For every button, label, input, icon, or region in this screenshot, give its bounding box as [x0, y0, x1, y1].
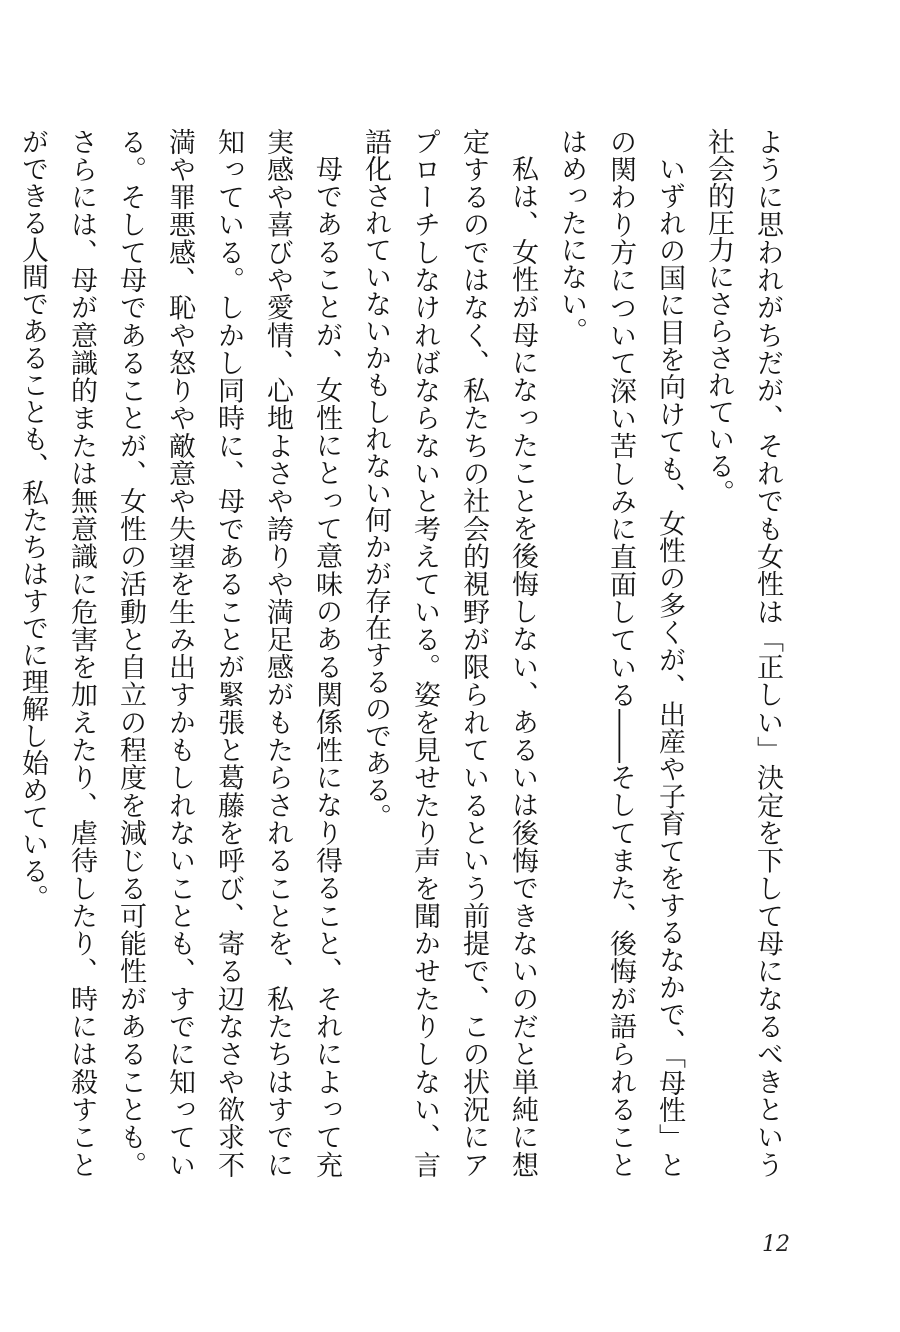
paragraph-2: いずれの国に目を向けても、女性の多くが、出産や子育てをするなかで、「母性」との関わり方について深い苦しみに直面している――そしてまた、後悔が語られることはめったにない。 — [556, 128, 685, 1178]
page-number: 12 — [762, 1232, 790, 1257]
paragraph-3: 私は、女性が母になったことを後悔しない、あるいは後悔できないのだと単純に想定するのではなく、私たちの社会的視野が限られているという前提で、この状況にアプローチしなければならないと考えている。姿を見せたり声を聞かせたりしない、言語化されていないかもしれない何かが存在するのである。 — [360, 128, 538, 1178]
body-text — [17, 128, 792, 1179]
paragraph-5 — [0, 128, 8, 1178]
paragraph-4: 母であることが、女性にとって意味のある関係性になり得ること、それによって充実感や喜びや愛情、心地よさや誇りや満足感がもたらされることを、私たちはすでに知っている。しかし同時に、母であることが緊張と葛藤を呼び、寄る辺なさや欲求不満や罪悪感、恥や怒りや敵意や失望を生み出すかもしれないことも、すでに知っている。そして母であることが、女性の活動と自立の程度を減じる可能性があることも。さらには、母が意識的または無意識に危害を加えたり、虐待したり、時には殺すことができる人間であることも、私たちはすでに理解し始めている。 — [17, 128, 342, 1179]
paragraph-1: ように思われがちだが、それでも女性は「正しい」決定を下して母になるべきという社会的圧力にさらされている。 — [703, 128, 783, 1178]
